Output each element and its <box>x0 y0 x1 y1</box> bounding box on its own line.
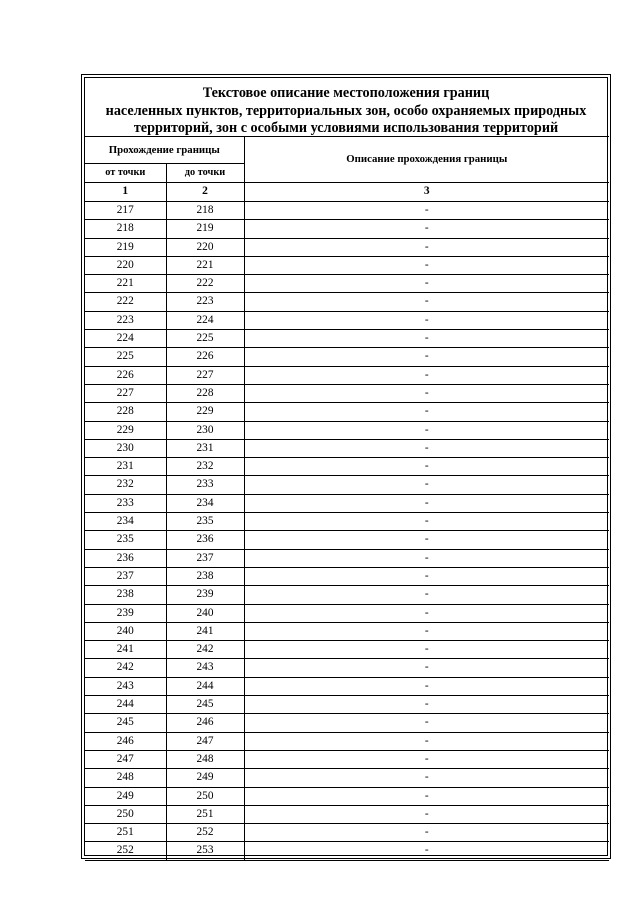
description-cell: - <box>244 476 609 494</box>
to-point-cell: 239 <box>166 586 244 604</box>
table-row <box>85 805 609 823</box>
table-row <box>85 787 609 805</box>
to-point-cell: 224 <box>166 311 244 329</box>
table-row <box>85 421 609 439</box>
table-row <box>85 732 609 750</box>
table-row <box>85 220 609 238</box>
description-cell: - <box>244 842 609 860</box>
from-point-cell: 220 <box>85 256 166 274</box>
description-cell: - <box>244 311 609 329</box>
description-cell: - <box>244 330 609 348</box>
header-description: Описание прохождения границы <box>244 137 609 183</box>
to-point-cell: 229 <box>166 403 244 421</box>
from-point-cell: 244 <box>85 696 166 714</box>
description-cell: - <box>244 384 609 402</box>
from-point-cell: 234 <box>85 513 166 531</box>
table-row <box>85 366 609 384</box>
description-cell: - <box>244 714 609 732</box>
header-col-1: 1 <box>85 183 166 202</box>
header-to-point: до точки <box>166 164 244 183</box>
from-point-cell: 242 <box>85 659 166 677</box>
from-point-cell: 221 <box>85 275 166 293</box>
to-point-cell: 222 <box>166 275 244 293</box>
table-row <box>85 586 609 604</box>
from-point-cell: 227 <box>85 384 166 402</box>
from-point-cell: 246 <box>85 732 166 750</box>
table-row <box>85 567 609 585</box>
table-row <box>85 696 609 714</box>
boundary-table <box>85 136 609 861</box>
from-point-cell: 251 <box>85 824 166 842</box>
description-cell: - <box>244 659 609 677</box>
table-row <box>85 238 609 256</box>
to-point-cell: 244 <box>166 677 244 695</box>
description-cell: - <box>244 202 609 220</box>
from-point-cell: 223 <box>85 311 166 329</box>
table-row <box>85 384 609 402</box>
to-point-cell: 237 <box>166 549 244 567</box>
to-point-cell: 243 <box>166 659 244 677</box>
from-point-cell: 247 <box>85 750 166 768</box>
description-cell: - <box>244 513 609 531</box>
to-point-cell: 233 <box>166 476 244 494</box>
description-cell: - <box>244 494 609 512</box>
description-cell: - <box>244 458 609 476</box>
table-row <box>85 256 609 274</box>
from-point-cell: 219 <box>85 238 166 256</box>
from-point-cell: 238 <box>85 586 166 604</box>
table-row <box>85 293 609 311</box>
table-row <box>85 513 609 531</box>
document-title <box>85 85 607 138</box>
from-point-cell: 226 <box>85 366 166 384</box>
description-cell: - <box>244 549 609 567</box>
table-row <box>85 403 609 421</box>
from-point-cell: 232 <box>85 476 166 494</box>
table-row <box>85 769 609 787</box>
from-point-cell: 235 <box>85 531 166 549</box>
description-cell: - <box>244 677 609 695</box>
from-point-cell: 239 <box>85 604 166 622</box>
to-point-cell: 248 <box>166 750 244 768</box>
to-point-cell: 245 <box>166 696 244 714</box>
from-point-cell: 245 <box>85 714 166 732</box>
header-from-point: от точки <box>85 164 166 183</box>
table-row <box>85 458 609 476</box>
table-row <box>85 476 609 494</box>
description-cell: - <box>244 293 609 311</box>
to-point-cell: 223 <box>166 293 244 311</box>
to-point-cell: 252 <box>166 824 244 842</box>
to-point-cell: 227 <box>166 366 244 384</box>
table-row <box>85 531 609 549</box>
to-point-cell: 246 <box>166 714 244 732</box>
from-point-cell: 228 <box>85 403 166 421</box>
description-cell: - <box>244 403 609 421</box>
document-table-frame <box>84 77 608 856</box>
description-cell: - <box>244 787 609 805</box>
description-cell: - <box>244 348 609 366</box>
description-cell: - <box>244 421 609 439</box>
to-point-cell: 250 <box>166 787 244 805</box>
description-cell: - <box>244 366 609 384</box>
from-point-cell: 229 <box>85 421 166 439</box>
to-point-cell: 221 <box>166 256 244 274</box>
from-point-cell: 225 <box>85 348 166 366</box>
table-row <box>85 348 609 366</box>
from-point-cell: 236 <box>85 549 166 567</box>
description-cell: - <box>244 750 609 768</box>
to-point-cell: 231 <box>166 439 244 457</box>
to-point-cell: 234 <box>166 494 244 512</box>
to-point-cell: 253 <box>166 842 244 860</box>
table-row <box>85 330 609 348</box>
table-row <box>85 622 609 640</box>
table-row <box>85 311 609 329</box>
table-row <box>85 677 609 695</box>
description-cell: - <box>244 220 609 238</box>
from-point-cell: 237 <box>85 567 166 585</box>
description-cell: - <box>244 531 609 549</box>
from-point-cell: 250 <box>85 805 166 823</box>
table-row <box>85 439 609 457</box>
page-frame <box>81 74 611 859</box>
to-point-cell: 218 <box>166 202 244 220</box>
description-cell: - <box>244 567 609 585</box>
to-point-cell: 249 <box>166 769 244 787</box>
from-point-cell: 252 <box>85 842 166 860</box>
description-cell: - <box>244 439 609 457</box>
table-row <box>85 842 609 860</box>
title-line-2: населенных пунктов, территориальных зон, особо охраняемых природных <box>105 102 587 119</box>
description-cell: - <box>244 238 609 256</box>
description-cell: - <box>244 586 609 604</box>
table-row <box>85 659 609 677</box>
to-point-cell: 247 <box>166 732 244 750</box>
from-point-cell: 248 <box>85 769 166 787</box>
to-point-cell: 232 <box>166 458 244 476</box>
table-row <box>85 824 609 842</box>
from-point-cell: 233 <box>85 494 166 512</box>
description-cell: - <box>244 641 609 659</box>
from-point-cell: 240 <box>85 622 166 640</box>
from-point-cell: 241 <box>85 641 166 659</box>
from-point-cell: 224 <box>85 330 166 348</box>
description-cell: - <box>244 805 609 823</box>
description-cell: - <box>244 824 609 842</box>
table-row <box>85 275 609 293</box>
description-cell: - <box>244 256 609 274</box>
title-line-1: Текстовое описание местоположения границ <box>202 85 490 101</box>
to-point-cell: 235 <box>166 513 244 531</box>
table-row <box>85 750 609 768</box>
header-col-3: 3 <box>244 183 609 202</box>
table-row <box>85 604 609 622</box>
description-cell: - <box>244 604 609 622</box>
from-point-cell: 243 <box>85 677 166 695</box>
table-row <box>85 714 609 732</box>
to-point-cell: 226 <box>166 348 244 366</box>
header-col-2: 2 <box>166 183 244 202</box>
table-row <box>85 202 609 220</box>
from-point-cell: 222 <box>85 293 166 311</box>
from-point-cell: 249 <box>85 787 166 805</box>
to-point-cell: 238 <box>166 567 244 585</box>
description-cell: - <box>244 769 609 787</box>
to-point-cell: 225 <box>166 330 244 348</box>
description-cell: - <box>244 696 609 714</box>
table-row <box>85 549 609 567</box>
to-point-cell: 220 <box>166 238 244 256</box>
description-cell: - <box>244 622 609 640</box>
to-point-cell: 236 <box>166 531 244 549</box>
title-line-3: территорий, зон с особыми условиями использования территорий <box>133 120 559 136</box>
from-point-cell: 217 <box>85 202 166 220</box>
header-passage: Прохождение границы <box>85 137 244 164</box>
from-point-cell: 230 <box>85 439 166 457</box>
to-point-cell: 251 <box>166 805 244 823</box>
to-point-cell: 242 <box>166 641 244 659</box>
to-point-cell: 228 <box>166 384 244 402</box>
table-row <box>85 494 609 512</box>
description-cell: - <box>244 275 609 293</box>
from-point-cell: 218 <box>85 220 166 238</box>
to-point-cell: 240 <box>166 604 244 622</box>
to-point-cell: 219 <box>166 220 244 238</box>
to-point-cell: 241 <box>166 622 244 640</box>
table-row <box>85 641 609 659</box>
to-point-cell: 230 <box>166 421 244 439</box>
from-point-cell: 231 <box>85 458 166 476</box>
description-cell: - <box>244 732 609 750</box>
